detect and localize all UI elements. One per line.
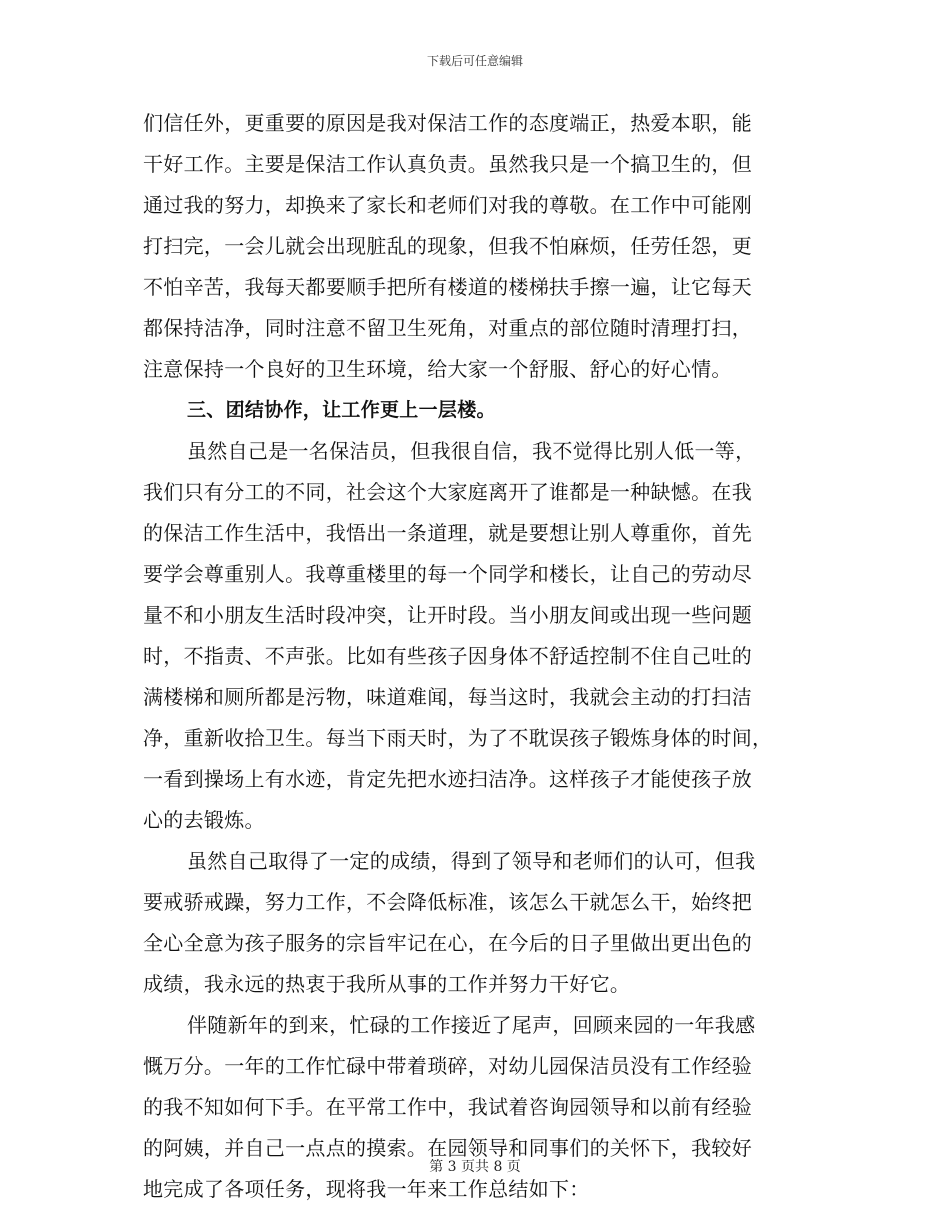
text-line: 都保持洁净，同时注意不留卫生死角，对重点的部位随时清理打扫， [143,316,752,340]
text-line: 不怕辛苦，我每天都要顺手把所有楼道的楼梯扶手擦一遍，让它每天 [143,275,752,299]
text-line: 的保洁工作生活中，我悟出一条道理，就是要想让别人尊重你，首先 [143,521,752,545]
text-line: 打扫完，一会儿就会出现脏乱的现象，但我不怕麻烦，任劳任怨，更 [143,234,752,258]
text-line: 成绩，我永远的热衷于我所从事的工作并努力干好它。 [143,972,631,996]
text-line: 要戒骄戒躁，努力工作，不会降低标准，该怎么干就怎么干，始终把 [143,890,752,914]
text-line: 净，重新收拾卫生。每当下雨天时，为了不耽误孩子锻炼身体的时间， [143,726,773,750]
text-line: 虽然自己是一名保洁员，但我很自信，我不觉得比别人低一等， [187,439,756,463]
text-line: 要学会尊重别人。我尊重楼里的每一个同学和楼长，让自己的劳动尽 [143,562,752,586]
text-line: 全心全意为孩子服务的宗旨牢记在心，在今后的日子里做出更出色的 [143,931,752,955]
text-line: 慨万分。一年的工作忙碌中带着琐碎，对幼儿园保洁员没有工作经验 [143,1054,752,1078]
page-header-note: 下载后可任意编辑 [426,54,523,68]
text-line: 干好工作。主要是保洁工作认真负责。虽然我只是一个搞卫生的，但 [143,152,752,176]
document-body [143,103,811,1210]
text-line: 的阿姨，并自己一点点的摸索。在园领导和同事们的关怀下，我较好 [143,1136,752,1160]
text-line: 们信任外，更重要的原因是我对保洁工作的态度端正，热爱本职，能 [143,111,752,135]
page-number: 第 3 页共 8 页 [429,1159,521,1175]
text-line: 量不和小朋友生活时段冲突，让开时段。当小朋友间或出现一些问题 [143,603,752,627]
text-line: 满楼梯和厕所都是污物，味道难闻，每当这时，我就会主动的打扫洁 [143,685,752,709]
text-line: 心的去锻炼。 [143,808,265,832]
text-line: 通过我的努力，却换来了家长和老师们对我的尊敬。在工作中可能刚 [143,193,752,217]
text-line: 虽然自己取得了一定的成绩，得到了领导和老师们的认可，但我 [187,849,756,873]
text-line: 地完成了各项任务，现将我一年来工作总结如下： [143,1177,590,1201]
text-line: 我们只有分工的不同，社会这个大家庭离开了谁都是一种缺憾。在我 [143,480,752,504]
section-heading: 三、团结协作，让工作更上一层楼。 [187,399,496,421]
text-line: 时，不指责、不声张。比如有些孩子因身体不舒适控制不住自己吐的 [143,644,752,668]
text-line: 注意保持一个良好的卫生环境，给大家一个舒服、舒心的好心情。 [143,357,732,381]
text-line: 的我不知如何下手。在平常工作中，我试着咨询园领导和以前有经验 [143,1095,752,1119]
text-line: 伴随新年的到来，忙碌的工作接近了尾声，回顾来园的一年我感 [187,1013,756,1037]
text-line: 一看到操场上有水迹，肯定先把水迹扫洁净。这样孩子才能使孩子放 [143,767,752,791]
